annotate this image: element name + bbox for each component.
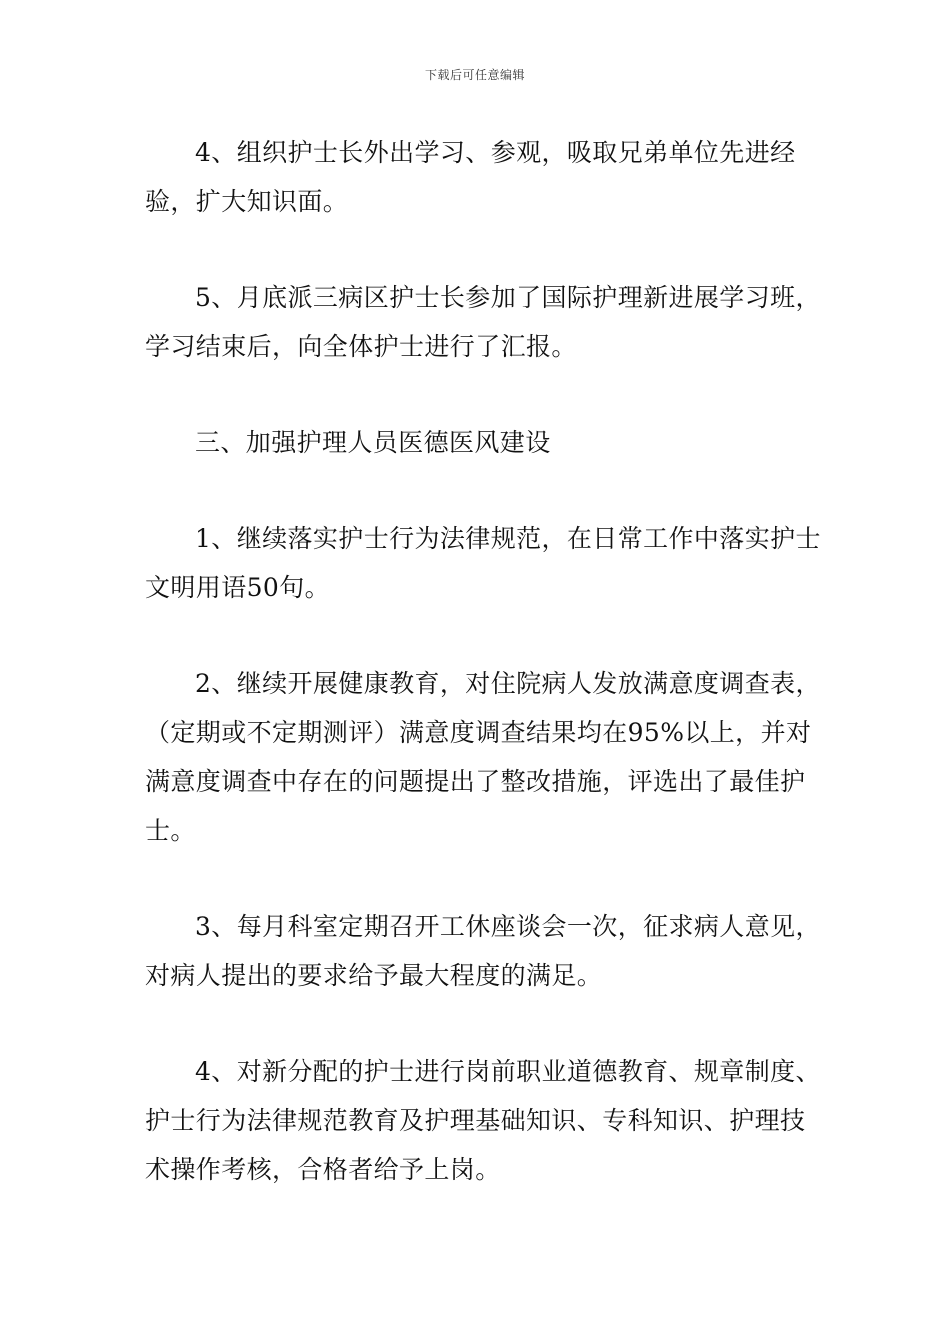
- page-header-note: 下载后可任意编辑: [424, 68, 525, 82]
- paragraph-item: 1、继续落实护士行为法律规范，在日常工作中落实护士文明用语50句。: [145, 524, 821, 602]
- paragraph-item: 4、对新分配的护士进行岗前职业道德教育、规章制度、护士行为法律规范教育及护理基础知识、专科知识、护理技术操作考核，合格者给予上岗。: [145, 1057, 821, 1184]
- paragraph-item: 2、继续开展健康教育，对住院病人发放满意度调查表，（定期或不定期测评）满意度调查结果均在95%以上，并对满意度调查中存在的问题提出了整改措施，评选出了最佳护士。: [145, 669, 821, 845]
- section-heading: 三、加强护理人员医德医风建设: [195, 428, 551, 457]
- document-body: [145, 128, 825, 1241]
- paragraph-item: 5、月底派三病区护士长参加了国际护理新进展学习班，学习结束后，向全体护士进行了汇报。: [145, 283, 821, 361]
- paragraph-item: 3、每月科室定期召开工休座谈会一次，征求病人意见，对病人提出的要求给予最大程度的满足。: [145, 912, 821, 990]
- paragraph-item: 4、组织护士长外出学习、参观，吸取兄弟单位先进经验，扩大知识面。: [145, 138, 796, 216]
